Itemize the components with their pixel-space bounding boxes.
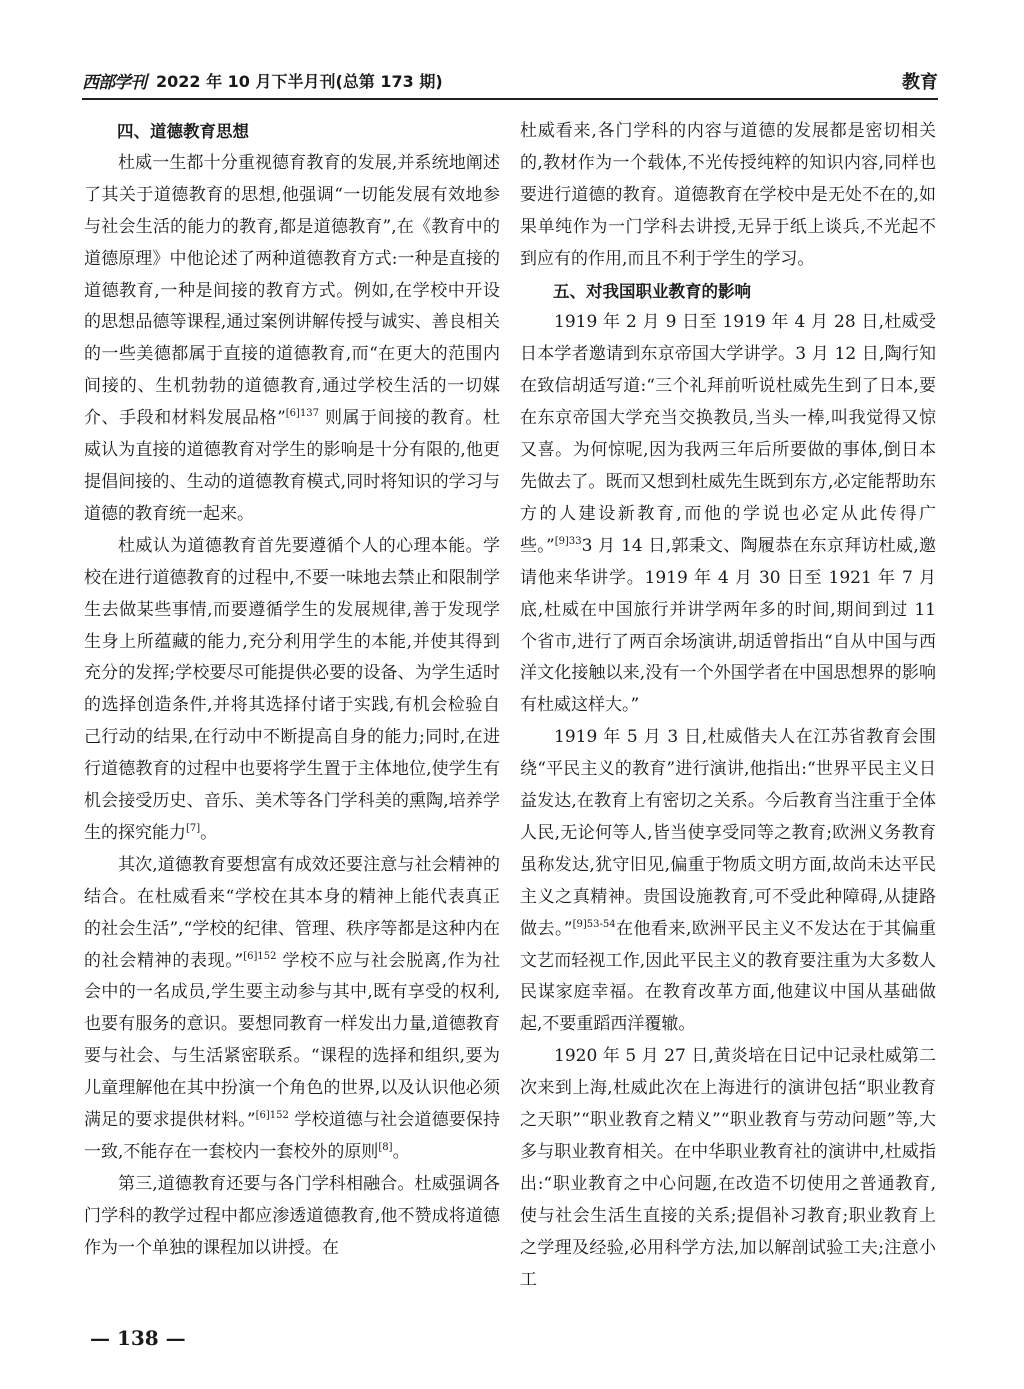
- right-column: [520, 116, 936, 1297]
- page-header: [82, 68, 938, 100]
- paragraph: 杜威一生都十分重视德育教育的发展,并系统地阐述了其关于道德教育的思想,他强调“一切能发展有效地参与社会生活的能力的教育,都是道德教育”,在《教育中的道德原理》中他论述了两种道德教育方式:一种是直接的道德教育,一种是间接的教育方式。例如,在学校中开设的思想品德等课程,通过案例讲解传授与诚实、善良相关的一些美德都属于直接的道德教育,而“在更大的范围内间接的、生机勃勃的道德教育,通过学校生活的一切媒介、手段和材料发展品格”$^{[6]137}$ 则属于间接的教育。杜威认为直接的道德教育对学生的影响是十分有限的,他更提倡间接的、生动的道德教育模式,同时将知识的学习与道德的教育统一起来。: [84, 152, 500, 524]
- paragraph: 1919 年 2 月 9 日至 1919 年 4 月 28 日,杜威受日本学者邀请到东京帝国大学讲学。3 月 12 日,陶行知在致信胡适写道:“三个礼拜前听说杜威先生到了日本,要在东京帝国大学充当交换教员,当头一棒,叫我觉得又惊又喜。为何惊呢,因为我两三年后所要做的事体,倒日本先做去了。既而又想到杜威先生既到东方,必定能帮助东方的人建设新教育,而他的学说也必定从此传得广些。”$^{[9]33}$3 月 14 日,郭秉文、陶履恭在东京拜访杜威,邀请他来华讲学。1919 年 4 月 30 日至 1921 年 7 月底,杜威在中国旅行并讲学两年多的时间,期间到过 11 个省市,进行了两百余场演讲,胡适曾指出“自从中国与西洋文化接触以来,没有一个外国学者在中国思想界的影响有杜威这样大。”: [520, 312, 936, 716]
- section-heading-moral-education: 四、道德教育思想: [117, 122, 249, 141]
- citation: [7]: [186, 822, 201, 834]
- section-name: 教育: [902, 72, 938, 93]
- citation: [8]: [378, 1142, 393, 1153]
- paragraph: 其次,道德教育要想富有成效还要注意与社会精神的结合。在杜威看来“学校在其本身的精神上能代表真正的社会生活”,“学校的纪律、管理、秩序等都是这种内在的社会精神的表现。”$^{[6]152}$ 学校不应与社会脱离,作为社会中的一名成员,学生要主动参与其中,既有享受的权利,也要有服务的意识。要想同教育一样发出力量,道德教育要与社会、与生活紧密联系。“课程的选择和组织,要为儿童理解他在其中扮演一个角色的世界,以及认识他必须满足的要求提供材料。”$^{[6]152}$ 学校道德与社会道德要保持一致,不能存在一套校内一套校外的原则[8]。: [84, 854, 500, 1162]
- page-number: — 138 —: [90, 1326, 186, 1350]
- journal-logo: 西部学刊: [82, 73, 146, 93]
- citation: [9]53-54: [572, 918, 616, 930]
- citation: [9]33: [554, 535, 582, 547]
- paragraph-continued: 杜威看来,各门学科的内容与道德的发展都是密切相关的,教材作为一个载体,不光传授纯粹的知识内容,同样也要进行道德的教育。道德教育在学校中是无处不在的,如果单纯作为一门学科去讲授,无异于纸上谈兵,不光起不到应有的作用,而且不利于学生的学习。: [520, 121, 936, 269]
- paragraph: 1919 年 5 月 3 日,杜威偕夫人在江苏省教育会围绕“平民主义的教育”进行演讲,他指出:“世界平民主义日益发达,在教育上有密切之关系。今后教育当注重于全体人民,无论何等人,皆当使享受同等之教育;欧洲义务教育虽称发达,犹守旧见,偏重于物质文明方面,故尚未达平民主义之真精神。贵国设施教育,可不受此种障碍,从捷路做去。”$^{[9]53-54}$在他看来,欧洲平民主义不发达在于其偏重文艺而轻视工作,因此平民主义的教育要注重为大多数人民谋家庭幸福。在教育改革方面,他建议中国从基础做起,不要重蹈西洋覆辙。: [520, 727, 936, 1035]
- section-heading-vocational-education: 五、对我国职业教育的影响: [553, 281, 751, 301]
- citation: [6]152: [243, 950, 277, 962]
- citation: [6]137: [285, 408, 320, 420]
- left-column: [84, 116, 500, 1265]
- paragraph: 第三,道德教育还要与各门学科相融合。杜威强调各门学科的教学过程中都应渗透道德教育,他不赞成将道德作为一个单独的课程加以讲授。在: [84, 1173, 500, 1258]
- paragraph: 1920 年 5 月 27 日,黄炎培在日记中记录杜威第二次来到上海,杜威此次在上海进行的演讲包括“职业教育之天职”“职业教育之精义”“职业教育与劳动问题”等,大多与职业教育相关。在中华职业教育社的演讲中,杜威指出:“职业教育之中心问题,在改造不切使用之普通教育,使与社会生活生直接的关系;提倡补习教育;职业教育上之学理及经验,必用科学方法,加以解剖试验工夫;注意小工: [520, 1046, 936, 1290]
- citation: [6]152: [255, 1110, 289, 1122]
- paragraph: 杜威认为道德教育首先要遵循个人的心理本能。学校在进行道德教育的过程中,不要一味地去禁止和限制学生去做某些事情,而要遵循学生的发展规律,善于发现学生身上所蕴藏的能力,充分利用学生的本能,并使其得到充分的发挥;学校要尽可能提供必要的设备、为学生适时的选择创造条件,并将其选择付诸于实践,有机会检验自己行动的结果,在行动中不断提高自身的能力;同时,在进行道德教育的过程中也要将学生置于主体地位,使学生有机会接受历史、音乐、美术等各门学科美的熏陶,培养学生的探究能力[7]。: [84, 535, 500, 843]
- issue-info: 2022 年 10 月下半月刊(总第 173 期): [156, 72, 443, 91]
